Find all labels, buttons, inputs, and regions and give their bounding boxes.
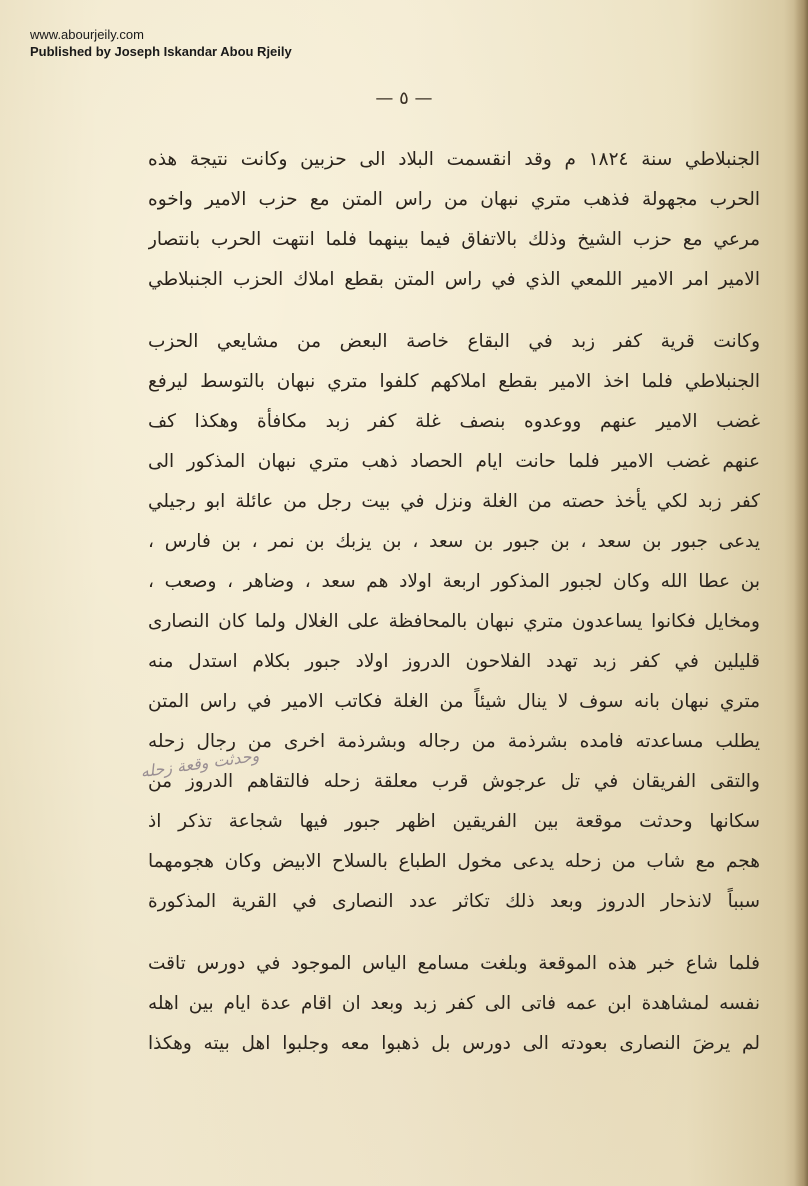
- text-line: والتقى الفريقان في تل عرجوش قرب معلقة زحله فالتقاهم الدروز من: [148, 771, 760, 792]
- paragraph-gap: [148, 922, 760, 944]
- text-line: يدعى جبور بن سعد ، بن جبور بن سعد ، بن يزبك بن نمر ، بن فارس ،: [148, 531, 760, 552]
- text-line: بن عطا الله وكان لجبور المذكور اربعة اولاد هم سعد ، وضاهر ، وصعب ،: [148, 571, 760, 592]
- text-line: وكانت قرية كفر زبد في البقاع خاصة البعض من مشايعي الحزب: [148, 331, 760, 352]
- text-line: سبباً لانذحار الدروز وبعد ذلك تكاثر عدد النصارى في القرية المذكورة: [148, 891, 760, 912]
- paragraph-2: [148, 322, 760, 922]
- text-line: متري نبهان بانه سوف لا ينال شيئاً من الغلة فكاتب الامير في راس المتن: [148, 691, 760, 712]
- text-line: يطلب مساعدته فامده بشرذمة من رجاله وبشرذمة اخرى من رجال زحله: [148, 731, 760, 752]
- watermark-publisher: Published by Joseph Iskandar Abou Rjeily: [30, 44, 292, 59]
- text-line: غضب الامير عنهم ووعدوه بنصف غلة كفر زبد مكافأة وهكذا كف: [148, 411, 760, 432]
- page-edge-shadow: [794, 0, 808, 1186]
- watermark-site: www.abourjeily.com: [30, 27, 144, 42]
- text-line: الامير امر الامير اللمعي الذي في راس المتن بقطع املاك الحزب الجنبلاطي: [148, 269, 760, 290]
- paragraph-1: [148, 140, 760, 300]
- text-line: قليلين في كفر زبد تهدد الفلاحون الدروز اولاد جبور بكلام استدل منه: [148, 651, 760, 672]
- text-line: الجنبلاطي سنة ١٨٢٤ م وقد انقسمت البلاد الى حزبين وكانت نتيجة هذه: [148, 149, 760, 170]
- text-line: الحرب مجهولة فذهب متري نبهان من راس المتن مع حزب الامير واخوه: [148, 189, 760, 210]
- text-line: لم يرضَ النصارى بعودته الى دورس بل ذهبوا معه وجلبوا اهل بيته وهكذا: [148, 1033, 760, 1054]
- text-line: الجنبلاطي فلما اخذ الامير بقطع املاكهم كلفوا متري نبهان بالتوسط ليرفع: [148, 371, 760, 392]
- text-line: هجم مع شاب من زحله يدعى مخول الطباع بالسلاح الابيض وكان هجومهما: [148, 851, 760, 872]
- text-line: كفر زبد لكي يأخذ حصته من الغلة ونزل في بيت رجل من عائلة ابو رجيلي: [148, 491, 760, 512]
- paragraph-3: [148, 944, 760, 1064]
- text-line: فلما شاع خبر هذه الموقعة وبلغت مسامع الياس الموجود في دورس تاقت: [148, 953, 760, 974]
- page-number: — ٥ —: [375, 88, 433, 109]
- text-line: عنهم غضب الامير فلما حانت ايام الحصاد ذهب متري نبهان المذكور الى: [148, 451, 760, 472]
- text-line: نفسه لمشاهدة ابن عمه فاتى الى كفر زبد وبعد ان اقام عدة ايام بين اهله: [148, 993, 760, 1014]
- paragraph-gap: [148, 300, 760, 322]
- watermark: [30, 26, 292, 60]
- body-text: [148, 140, 760, 1064]
- text-line: مرعي مع حزب الشيخ وذلك بالاتفاق فيما بينهما فلما انتهت الحرب بانتصار: [148, 229, 760, 250]
- handwritten-note: وحدثت وقعة زحله: [139, 745, 261, 782]
- text-line: ومخايل فكانوا يساعدون متري نبهان بالمحافظة على الغلال ولما كان النصارى: [148, 611, 760, 632]
- text-line: سكانها وحدثت موقعة بين الفريقين اظهر جبور فيها شجاعة تذكر اذ: [148, 811, 760, 832]
